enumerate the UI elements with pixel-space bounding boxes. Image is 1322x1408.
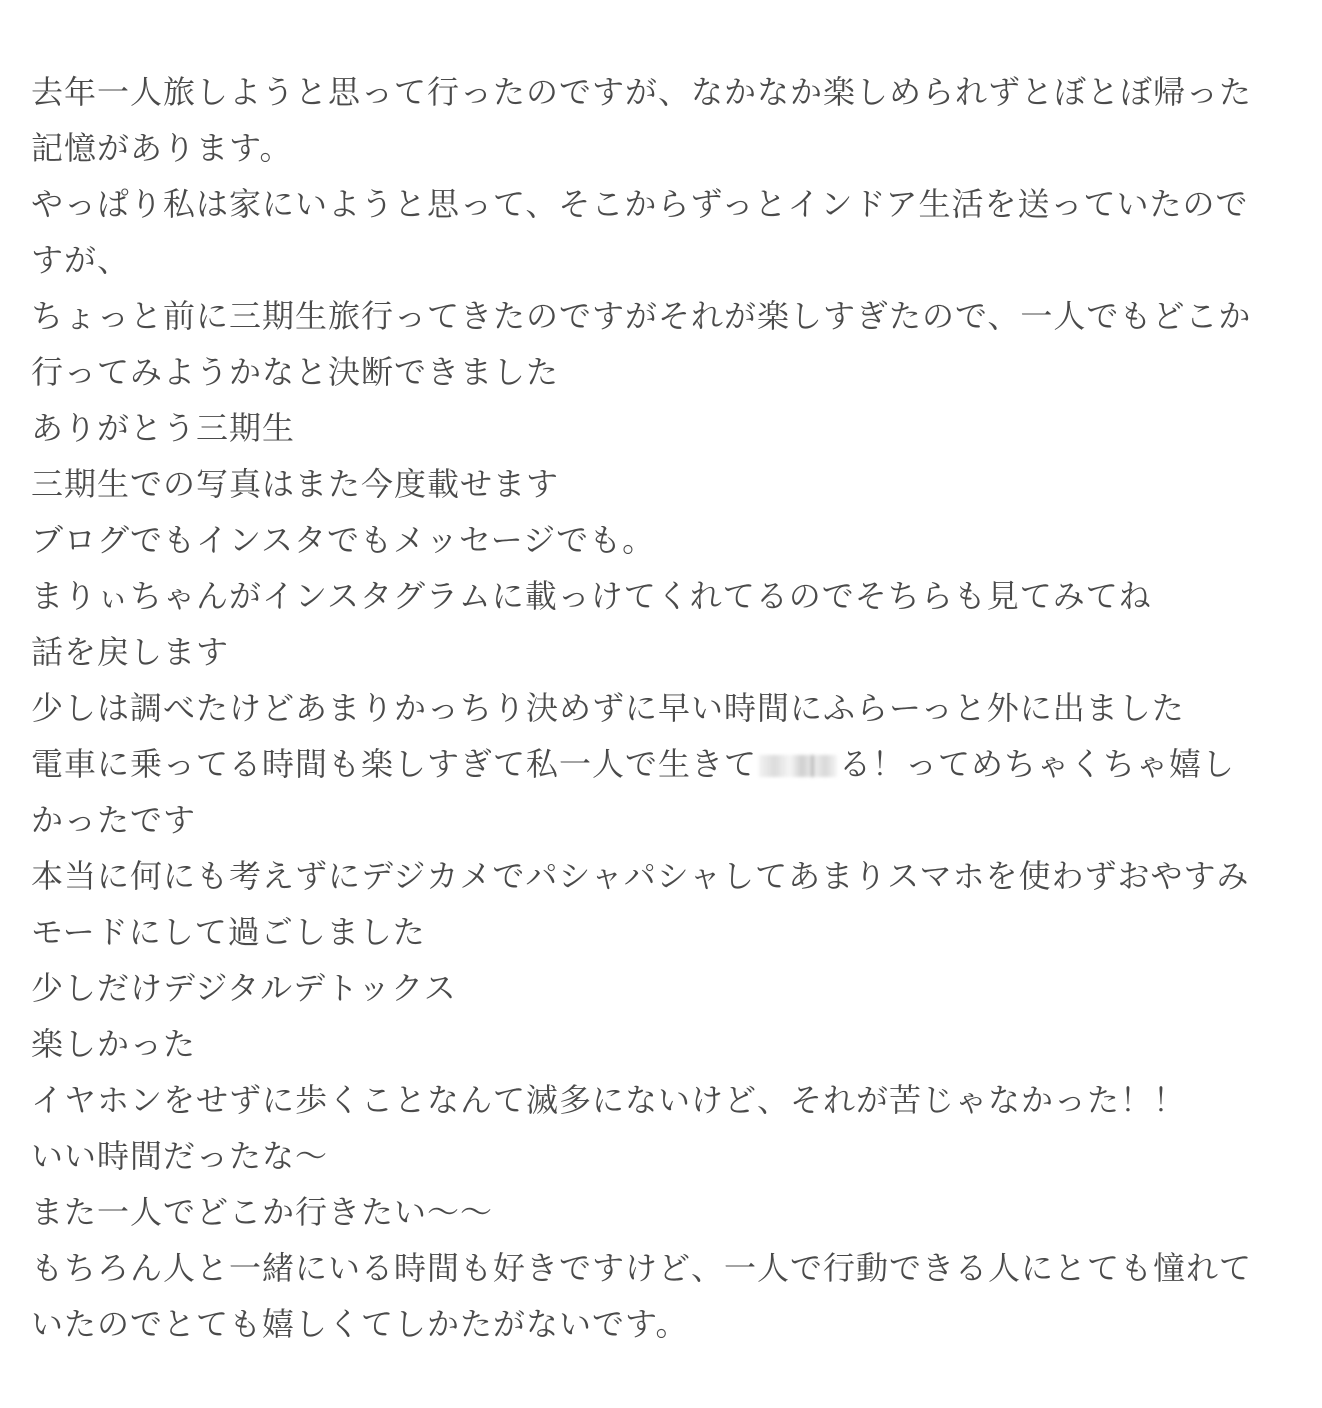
blurred-text-mark: [759, 755, 837, 777]
text-line: まりぃちゃんがインスタグラムに載っけてくれてるのでそちらも見てみてね: [31, 577, 1152, 615]
blog-post-body: [31, 64, 1261, 1352]
text-segment: 電車に乗ってる時間も楽しすぎて私一人で生きて: [31, 745, 758, 783]
text-line: また一人でどこか行きたい〜〜: [31, 1193, 494, 1231]
text-segment: る！ってめちゃくちゃ嬉しかったです: [31, 745, 1236, 839]
text-line: ちょっと前に三期生旅行ってきたのですがそれが楽しすぎたので、一人でもどこか行ってみようかなと決断できました: [31, 297, 1252, 391]
text-line: 話を戻します: [31, 633, 230, 671]
text-line: 本当に何にも考えずにデジカメでパシャパシャしてあまりスマホを使わずおやすみモードにして過ごしました: [31, 857, 1250, 951]
text-line: 去年一人旅しようと思って行ったのですが、なかなか楽しめられずとぼとぼ帰った記憶があります。: [31, 73, 1253, 167]
text-line: 楽しかった: [31, 1025, 197, 1063]
text-line: ブログでもインスタでもメッセージでも。: [31, 521, 656, 559]
text-line: ありがとう三期生: [31, 409, 296, 447]
text-line: 少しだけデジタルデトックス: [31, 969, 457, 1007]
text-line: いい時間だったな〜: [31, 1137, 329, 1175]
text-line: イヤホンをせずに歩くことなんて滅多にないけど、それが苦じゃなかった！！: [31, 1081, 1187, 1119]
text-line: 少しは調べたけどあまりかっちり決めずに早い時間にふらーっと外に出ました: [31, 689, 1185, 727]
text-line: もちろん人と一緒にいる時間も好きですけど、一人で行動できる人にとても憧れていたのでとても嬉しくてしかたがないです。: [31, 1249, 1253, 1343]
text-line: やっぱり私は家にいようと思って、そこからずっとインドア生活を送っていたのですが、: [31, 185, 1249, 279]
text-line: 三期生での写真はまた今度載せます: [31, 465, 560, 503]
text-line-train: [31, 736, 1261, 848]
